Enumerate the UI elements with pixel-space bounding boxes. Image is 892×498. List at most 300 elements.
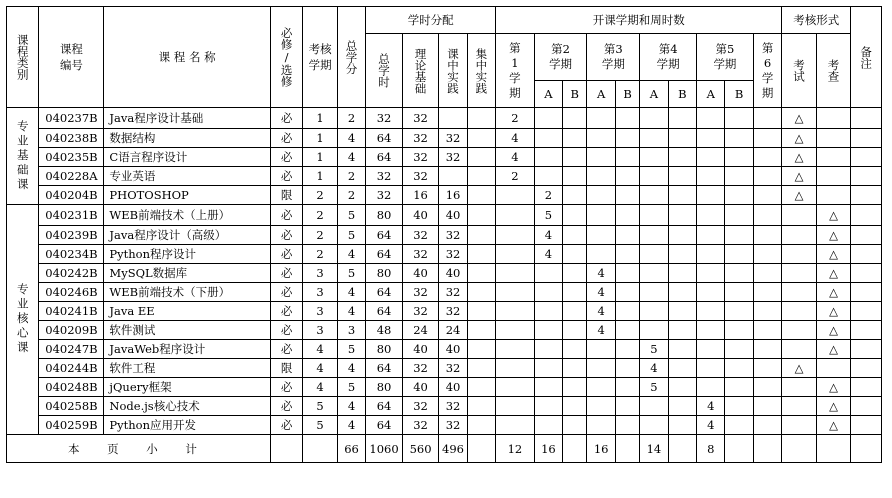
course-exam-term: 2 [303,186,338,205]
course-term2-a [534,264,562,283]
course-term6 [753,226,781,245]
header-term5 [697,34,754,81]
course-term4-b [668,340,696,359]
course-term3-a [587,397,615,416]
course-term6 [753,186,781,205]
course-term3-a [587,359,615,378]
subtotal-term3-b [615,435,639,463]
course-term3-b [615,186,639,205]
course-exam-term: 2 [303,245,338,264]
course-hours-total: 80 [366,264,403,283]
course-name: Python应用开发 [104,416,270,435]
course-code: 040238B [39,129,104,148]
course-term2-a: 4 [534,226,562,245]
course-hours-total: 64 [366,129,403,148]
course-term4-b [668,416,696,435]
course-term3-a: 4 [587,321,615,340]
course-assess-check: △ [816,205,851,226]
header-term1-text: 第1学期 [509,40,521,100]
course-term4-a [640,321,668,340]
header-category: 课程类别 [7,7,39,108]
course-name: PHOTOSHOP [104,186,270,205]
course-term2-a [534,283,562,302]
course-term3-b [615,129,639,148]
course-assess-check [816,359,851,378]
course-hours-concentrated [467,264,495,283]
course-term2-b [563,108,587,129]
table-row [7,321,882,340]
course-assess-exam [782,397,817,416]
course-assess-check [816,108,851,129]
course-exam-term: 1 [303,108,338,129]
course-term2-b [563,321,587,340]
course-term5-a [697,205,725,226]
course-term5-a [697,108,725,129]
course-term1: 2 [496,108,535,129]
header-exam-term-text: 考核学期 [308,42,332,72]
header-term2-text: 第2学期 [549,42,573,71]
course-hours-concentrated [467,283,495,302]
course-required: 限 [270,186,302,205]
course-hours-concentrated [467,148,495,167]
course-name: MySQL数据库 [104,264,270,283]
header-term1 [496,34,535,108]
header-term5-text: 第5学期 [713,42,737,71]
course-term3-b [615,397,639,416]
course-term2-a [534,340,562,359]
course-code: 040259B [39,416,104,435]
course-remark [851,416,882,435]
course-hours-practice: 32 [439,397,467,416]
course-term5-a [697,378,725,397]
course-term4-a [640,416,668,435]
course-hours-practice [439,108,467,129]
course-credit: 2 [337,108,365,129]
header-code [39,7,104,108]
course-term1: 2 [496,167,535,186]
course-hours-concentrated [467,302,495,321]
course-hours-practice: 32 [439,245,467,264]
course-exam-term: 5 [303,416,338,435]
course-hours-concentrated [467,167,495,186]
course-remark [851,340,882,359]
course-term5-a: 4 [697,416,725,435]
course-term5-a [697,129,725,148]
course-term5-b [725,167,753,186]
course-assess-check: △ [816,264,851,283]
course-code: 040235B [39,148,104,167]
course-name: 软件工程 [104,359,270,378]
course-term3-a: 4 [587,264,615,283]
table-row [7,416,882,435]
course-assess-check: △ [816,397,851,416]
course-required: 必 [270,264,302,283]
course-hours-practice: 40 [439,378,467,397]
course-term6 [753,205,781,226]
course-remark [851,378,882,397]
course-hours-practice: 40 [439,340,467,359]
course-term5-a [697,302,725,321]
course-assess-check [816,129,851,148]
course-hours-practice: 32 [439,226,467,245]
course-term4-a [640,302,668,321]
course-assess-exam: △ [782,108,817,129]
course-hours-total: 32 [366,167,403,186]
course-required: 必 [270,205,302,226]
subtotal-exam [782,435,817,463]
course-hours-theory: 32 [402,302,439,321]
course-term5-a [697,167,725,186]
course-hours-concentrated [467,186,495,205]
course-term3-a [587,378,615,397]
course-term6 [753,302,781,321]
course-term2-b [563,129,587,148]
course-term3-b [615,416,639,435]
course-term6 [753,245,781,264]
header-total-credit: 总学分 [337,7,365,108]
course-term6 [753,148,781,167]
course-required: 必 [270,378,302,397]
course-term4-a [640,283,668,302]
course-term4-b [668,226,696,245]
course-term5-a [697,245,725,264]
course-hours-practice: 40 [439,205,467,226]
subtotal-exam-term [303,435,338,463]
table-row [7,264,882,283]
course-name: C语言程序设计 [104,148,270,167]
course-hours-concentrated [467,416,495,435]
course-term3-a [587,340,615,359]
course-assess-check: △ [816,416,851,435]
course-term1 [496,302,535,321]
header-term4-b: B [668,81,696,108]
course-remark [851,108,882,129]
course-term5-b [725,416,753,435]
header-hours-total: 总学时 [366,34,403,108]
course-assess-exam [782,264,817,283]
header-term3 [587,34,640,81]
course-term6 [753,167,781,186]
course-term2-a [534,108,562,129]
subtotal-remark [851,435,882,463]
course-term6 [753,283,781,302]
course-term4-b [668,129,696,148]
course-remark [851,245,882,264]
course-hours-total: 64 [366,359,403,378]
course-term3-a [587,205,615,226]
course-hours-total: 80 [366,340,403,359]
course-remark [851,186,882,205]
course-term3-b [615,167,639,186]
course-name: Python程序设计 [104,245,270,264]
course-term4-a: 5 [640,378,668,397]
course-credit: 4 [337,359,365,378]
course-code: 040258B [39,397,104,416]
course-code: 040247B [39,340,104,359]
course-hours-concentrated [467,245,495,264]
course-term1 [496,226,535,245]
header-assess-check: 考查 [816,34,851,108]
course-hours-theory: 32 [402,416,439,435]
course-hours-total: 80 [366,205,403,226]
course-term5-a [697,340,725,359]
course-term6 [753,359,781,378]
table-row [7,340,882,359]
course-term4-a [640,129,668,148]
course-term1 [496,205,535,226]
course-term3-b [615,321,639,340]
course-code: 040239B [39,226,104,245]
subtotal-credit: 66 [337,435,365,463]
subtotal-row [7,435,882,463]
course-term5-b [725,378,753,397]
subtotal-required [270,435,302,463]
course-assess-exam: △ [782,359,817,378]
course-term2-a [534,416,562,435]
course-code: 040248B [39,378,104,397]
course-hours-total: 48 [366,321,403,340]
header-assess-exam: 考试 [782,34,817,108]
course-credit: 4 [337,283,365,302]
course-term3-b [615,148,639,167]
course-term3-a [587,108,615,129]
course-hours-total: 80 [366,378,403,397]
course-code: 040244B [39,359,104,378]
course-hours-concentrated [467,378,495,397]
course-term2-a [534,129,562,148]
course-hours-total: 32 [366,108,403,129]
course-term3-a [587,416,615,435]
course-assess-exam: △ [782,148,817,167]
course-hours-practice: 32 [439,283,467,302]
course-term6 [753,129,781,148]
course-hours-theory: 32 [402,108,439,129]
course-hours-practice: 40 [439,264,467,283]
course-assess-check: △ [816,283,851,302]
table-row [7,148,882,167]
course-term1 [496,245,535,264]
header-hours-group: 学时分配 [366,7,496,34]
course-term1 [496,397,535,416]
header-term4-a: A [640,81,668,108]
course-name: Java EE [104,302,270,321]
header-hours-practice: 课中实践 [439,34,467,108]
course-term3-a: 4 [587,283,615,302]
table-row [7,359,882,378]
course-term2-b [563,226,587,245]
course-remark [851,302,882,321]
table-row [7,283,882,302]
course-remark [851,264,882,283]
course-term6 [753,416,781,435]
course-required: 必 [270,340,302,359]
course-hours-total: 64 [366,302,403,321]
table-row [7,378,882,397]
course-term2-a [534,302,562,321]
course-term6 [753,378,781,397]
course-term4-b [668,378,696,397]
course-credit: 5 [337,340,365,359]
subtotal-term6 [753,435,781,463]
course-hours-theory: 32 [402,129,439,148]
course-term3-a [587,186,615,205]
header-term2-a: A [534,81,562,108]
course-name: 数据结构 [104,129,270,148]
course-required: 必 [270,397,302,416]
course-hours-theory: 40 [402,378,439,397]
course-hours-total: 64 [366,397,403,416]
course-term2-a: 5 [534,205,562,226]
category-cell: 专业核心课 [7,205,39,435]
course-term3-b [615,205,639,226]
course-hours-total: 64 [366,283,403,302]
course-term2-b [563,186,587,205]
course-term1: 4 [496,148,535,167]
course-term2-b [563,167,587,186]
course-credit: 2 [337,167,365,186]
course-term1 [496,378,535,397]
course-required: 必 [270,321,302,340]
course-required: 必 [270,283,302,302]
course-term2-b [563,302,587,321]
course-hours-concentrated [467,226,495,245]
course-remark [851,397,882,416]
course-name: JavaWeb程序设计 [104,340,270,359]
course-exam-term: 1 [303,148,338,167]
course-hours-concentrated [467,359,495,378]
course-term4-a [640,186,668,205]
course-required: 必 [270,167,302,186]
course-term3-a: 4 [587,302,615,321]
course-term2-a: 4 [534,245,562,264]
header-term3-a: A [587,81,615,108]
header-term6 [753,34,781,108]
course-term3-b [615,378,639,397]
course-code: 040228A [39,167,104,186]
course-remark [851,359,882,378]
course-code: 040204B [39,186,104,205]
course-term3-b [615,283,639,302]
course-credit: 4 [337,245,365,264]
header-name: 课 程 名 称 [104,7,270,108]
course-name: WEB前端技术（下册） [104,283,270,302]
course-required: 必 [270,302,302,321]
course-term4-b [668,283,696,302]
course-hours-total: 64 [366,148,403,167]
subtotal-hours-practice: 496 [439,435,467,463]
course-term4-b [668,264,696,283]
course-required: 限 [270,359,302,378]
curriculum-table [6,6,882,463]
course-term1 [496,283,535,302]
course-assess-exam: △ [782,129,817,148]
course-term3-a [587,226,615,245]
course-term6 [753,340,781,359]
table-row [7,167,882,186]
course-remark [851,321,882,340]
course-exam-term: 4 [303,340,338,359]
course-term3-b [615,340,639,359]
course-credit: 5 [337,378,365,397]
category-cell: 专业基础课 [7,108,39,205]
course-term5-b [725,283,753,302]
course-term5-b [725,397,753,416]
course-assess-exam [782,340,817,359]
course-hours-concentrated [467,108,495,129]
course-exam-term: 5 [303,397,338,416]
course-credit: 2 [337,186,365,205]
table-row [7,245,882,264]
course-term5-a [697,226,725,245]
course-term1 [496,264,535,283]
course-term4-a [640,205,668,226]
course-term6 [753,321,781,340]
course-hours-theory: 16 [402,186,439,205]
course-term4-b [668,359,696,378]
course-term2-b [563,340,587,359]
header-term6-text: 第6学期 [761,40,774,100]
table-row [7,302,882,321]
course-term2-b [563,205,587,226]
course-term4-a: 5 [640,340,668,359]
course-hours-theory: 40 [402,205,439,226]
course-term5-b [725,321,753,340]
course-assess-check: △ [816,340,851,359]
table-header [7,7,882,108]
course-required: 必 [270,129,302,148]
course-hours-total: 32 [366,186,403,205]
course-assess-exam [782,226,817,245]
course-code: 040241B [39,302,104,321]
course-term5-b [725,340,753,359]
course-term5-a [697,359,725,378]
course-hours-practice: 32 [439,148,467,167]
course-term5-a [697,186,725,205]
course-exam-term: 3 [303,264,338,283]
course-hours-theory: 24 [402,321,439,340]
table-row [7,108,882,129]
course-term2-b [563,378,587,397]
course-hours-concentrated [467,205,495,226]
course-term1 [496,359,535,378]
course-term5-a [697,264,725,283]
course-hours-practice: 24 [439,321,467,340]
course-term4-a [640,226,668,245]
subtotal-check [816,435,851,463]
subtotal-term2-b [563,435,587,463]
subtotal-term3-a: 16 [587,435,615,463]
header-hours-concentrated: 集中实践 [467,34,495,108]
table-row [7,186,882,205]
course-exam-term: 1 [303,129,338,148]
course-term6 [753,397,781,416]
course-required: 必 [270,148,302,167]
course-name: 专业英语 [104,167,270,186]
course-credit: 4 [337,129,365,148]
course-name: jQuery框架 [104,378,270,397]
course-name: WEB前端技术（上册） [104,205,270,226]
course-term2-b [563,245,587,264]
course-term4-b [668,148,696,167]
course-term5-a [697,148,725,167]
course-term5-b [725,148,753,167]
header-required: 必修/选修 [270,7,302,108]
course-code: 040209B [39,321,104,340]
course-term4-b [668,245,696,264]
course-term1 [496,321,535,340]
course-hours-total: 64 [366,416,403,435]
course-exam-term: 1 [303,167,338,186]
